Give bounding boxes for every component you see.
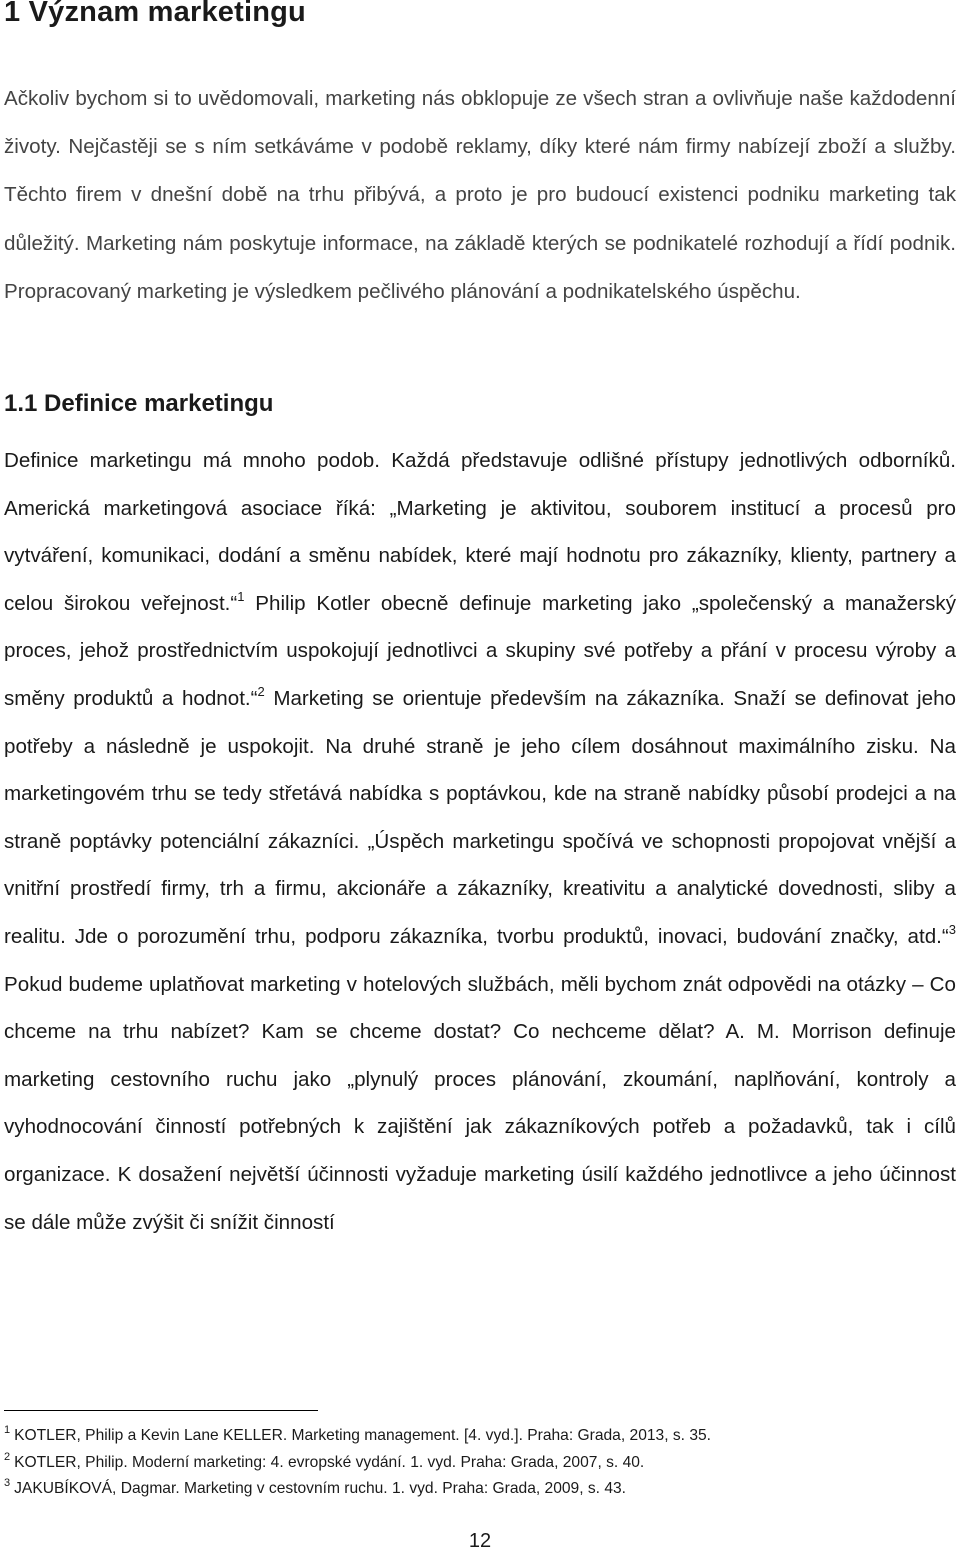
page-number: 12: [468, 1530, 492, 1552]
footnote: [4, 1450, 956, 1477]
intro-paragraph: Ačkoliv bychom si to uvědomovali, marketing nás obklopuje ze všech stran a ovlivňuje naše každodenní životy. Nejčastěji se s ním setkáváme v podobě reklamy, díky které nám firmy nabízejí zboží a služby. Těchto firem v dnešní době na trhu přibývá, a proto je pro budoucí existenci podniku marketing tak důležitý. Marketing nám poskytuje informace, na základě kterých se podnikatelé rozhodují a řídí podnik. Propracovaný marketing je výsledkem pečlivého plánování a podnikatelského úspěchu.: [4, 87, 956, 303]
footnote-text: KOTLER, Philip a Kevin Lane KELLER. Marketing management. [4. vyd.]. Praha: Grada, 2013, s. 35.: [14, 1427, 712, 1444]
footnotes: [4, 1423, 956, 1503]
footnote-number: 1: [4, 1424, 11, 1436]
paragraph-text: Pokud budeme uplatňovat marketing v hotelových službách, měli bychom znát odpovědi na otázky – Co chceme na trhu nabízet? Kam se chceme dostat? Co nechceme dělat? A. M. Morrison definuje marketing cestovního ruchu jako „plynulý proces plánování, zkoumání, naplňování, kontroly a vyhodnocování činností potřebných k zajištění jak zákazníkových potřeb a požadavků, tak i cílů organizace. K dosažení největší účinnosti vyžaduje marketing úsilí každého jednotlivce a jeho účinnost se dále může zvýšit či snížit činností: [4, 972, 956, 1234]
section-heading: 1.1 Definice marketingu: [4, 390, 274, 417]
footnote-reference[interactable]: 1: [237, 588, 245, 604]
footnote-separator: [4, 1410, 318, 1411]
footnote: [4, 1423, 956, 1450]
footnote-reference[interactable]: 2: [257, 683, 265, 699]
footnote-number: 3: [4, 1477, 11, 1489]
footnote-text: KOTLER, Philip. Moderní marketing: 4. evropské vydání. 1. vyd. Praha: Grada, 2007, s. 40.: [14, 1453, 645, 1471]
paragraph-text: Definice marketingu má mnoho podob. Každá představuje odlišné přístupy jednotlivých odborníků. Americká marketingová asociace říká: „Marketing je aktivitou, souborem institucí a procesů pro vytváření, komunikaci, dodání a směnu nabídek, které mají hodnotu pro zákazníky, klienty, partnery a celou širokou veřejnost.“: [4, 449, 956, 615]
paragraph-text: Marketing se orientuje především na zákazníka. Snaží se definovat jeho potřeby a následně je uspokojit. Na druhé straně je jeho cílem dosáhnout maximálního zisku. Na marketingovém trhu se tedy střetává nabídka s poptávkou, kde na straně nabídky působí prodejci a na straně poptávky potenciální zákazníci. „Úspěch marketingu spočívá ve schopnosti propojovat vnější a vnitřní prostředí firmy, trh a firmu, akcionáře a zákazníky, kreativitu a analytické dovednosti, sliby a realitu. Jde o porozumění trhu, podporu zákazníka, tvorbu produktů, inovaci, budování značky, atd.“: [4, 686, 956, 948]
definition-paragraph: [4, 437, 956, 1246]
paragraph-text: Philip Kotler obecně definuje marketing jako „společenský a manažerský proces, jehož prostřednictvím uspokojují jednotlivci a skupiny své potřeby a přání v procesu výroby a směny produktů a hodnot.“: [4, 591, 956, 710]
chapter-heading: 1 Význam marketingu: [4, 0, 306, 28]
footnote: [4, 1476, 956, 1503]
footnote-reference[interactable]: 3: [948, 921, 956, 937]
footnote-number: 2: [4, 1450, 11, 1463]
footnote-text: JAKUBÍKOVÁ, Dagmar. Marketing v cestovním ruchu. 1. vyd. Praha: Grada, 2009, s. 43.: [14, 1480, 627, 1497]
